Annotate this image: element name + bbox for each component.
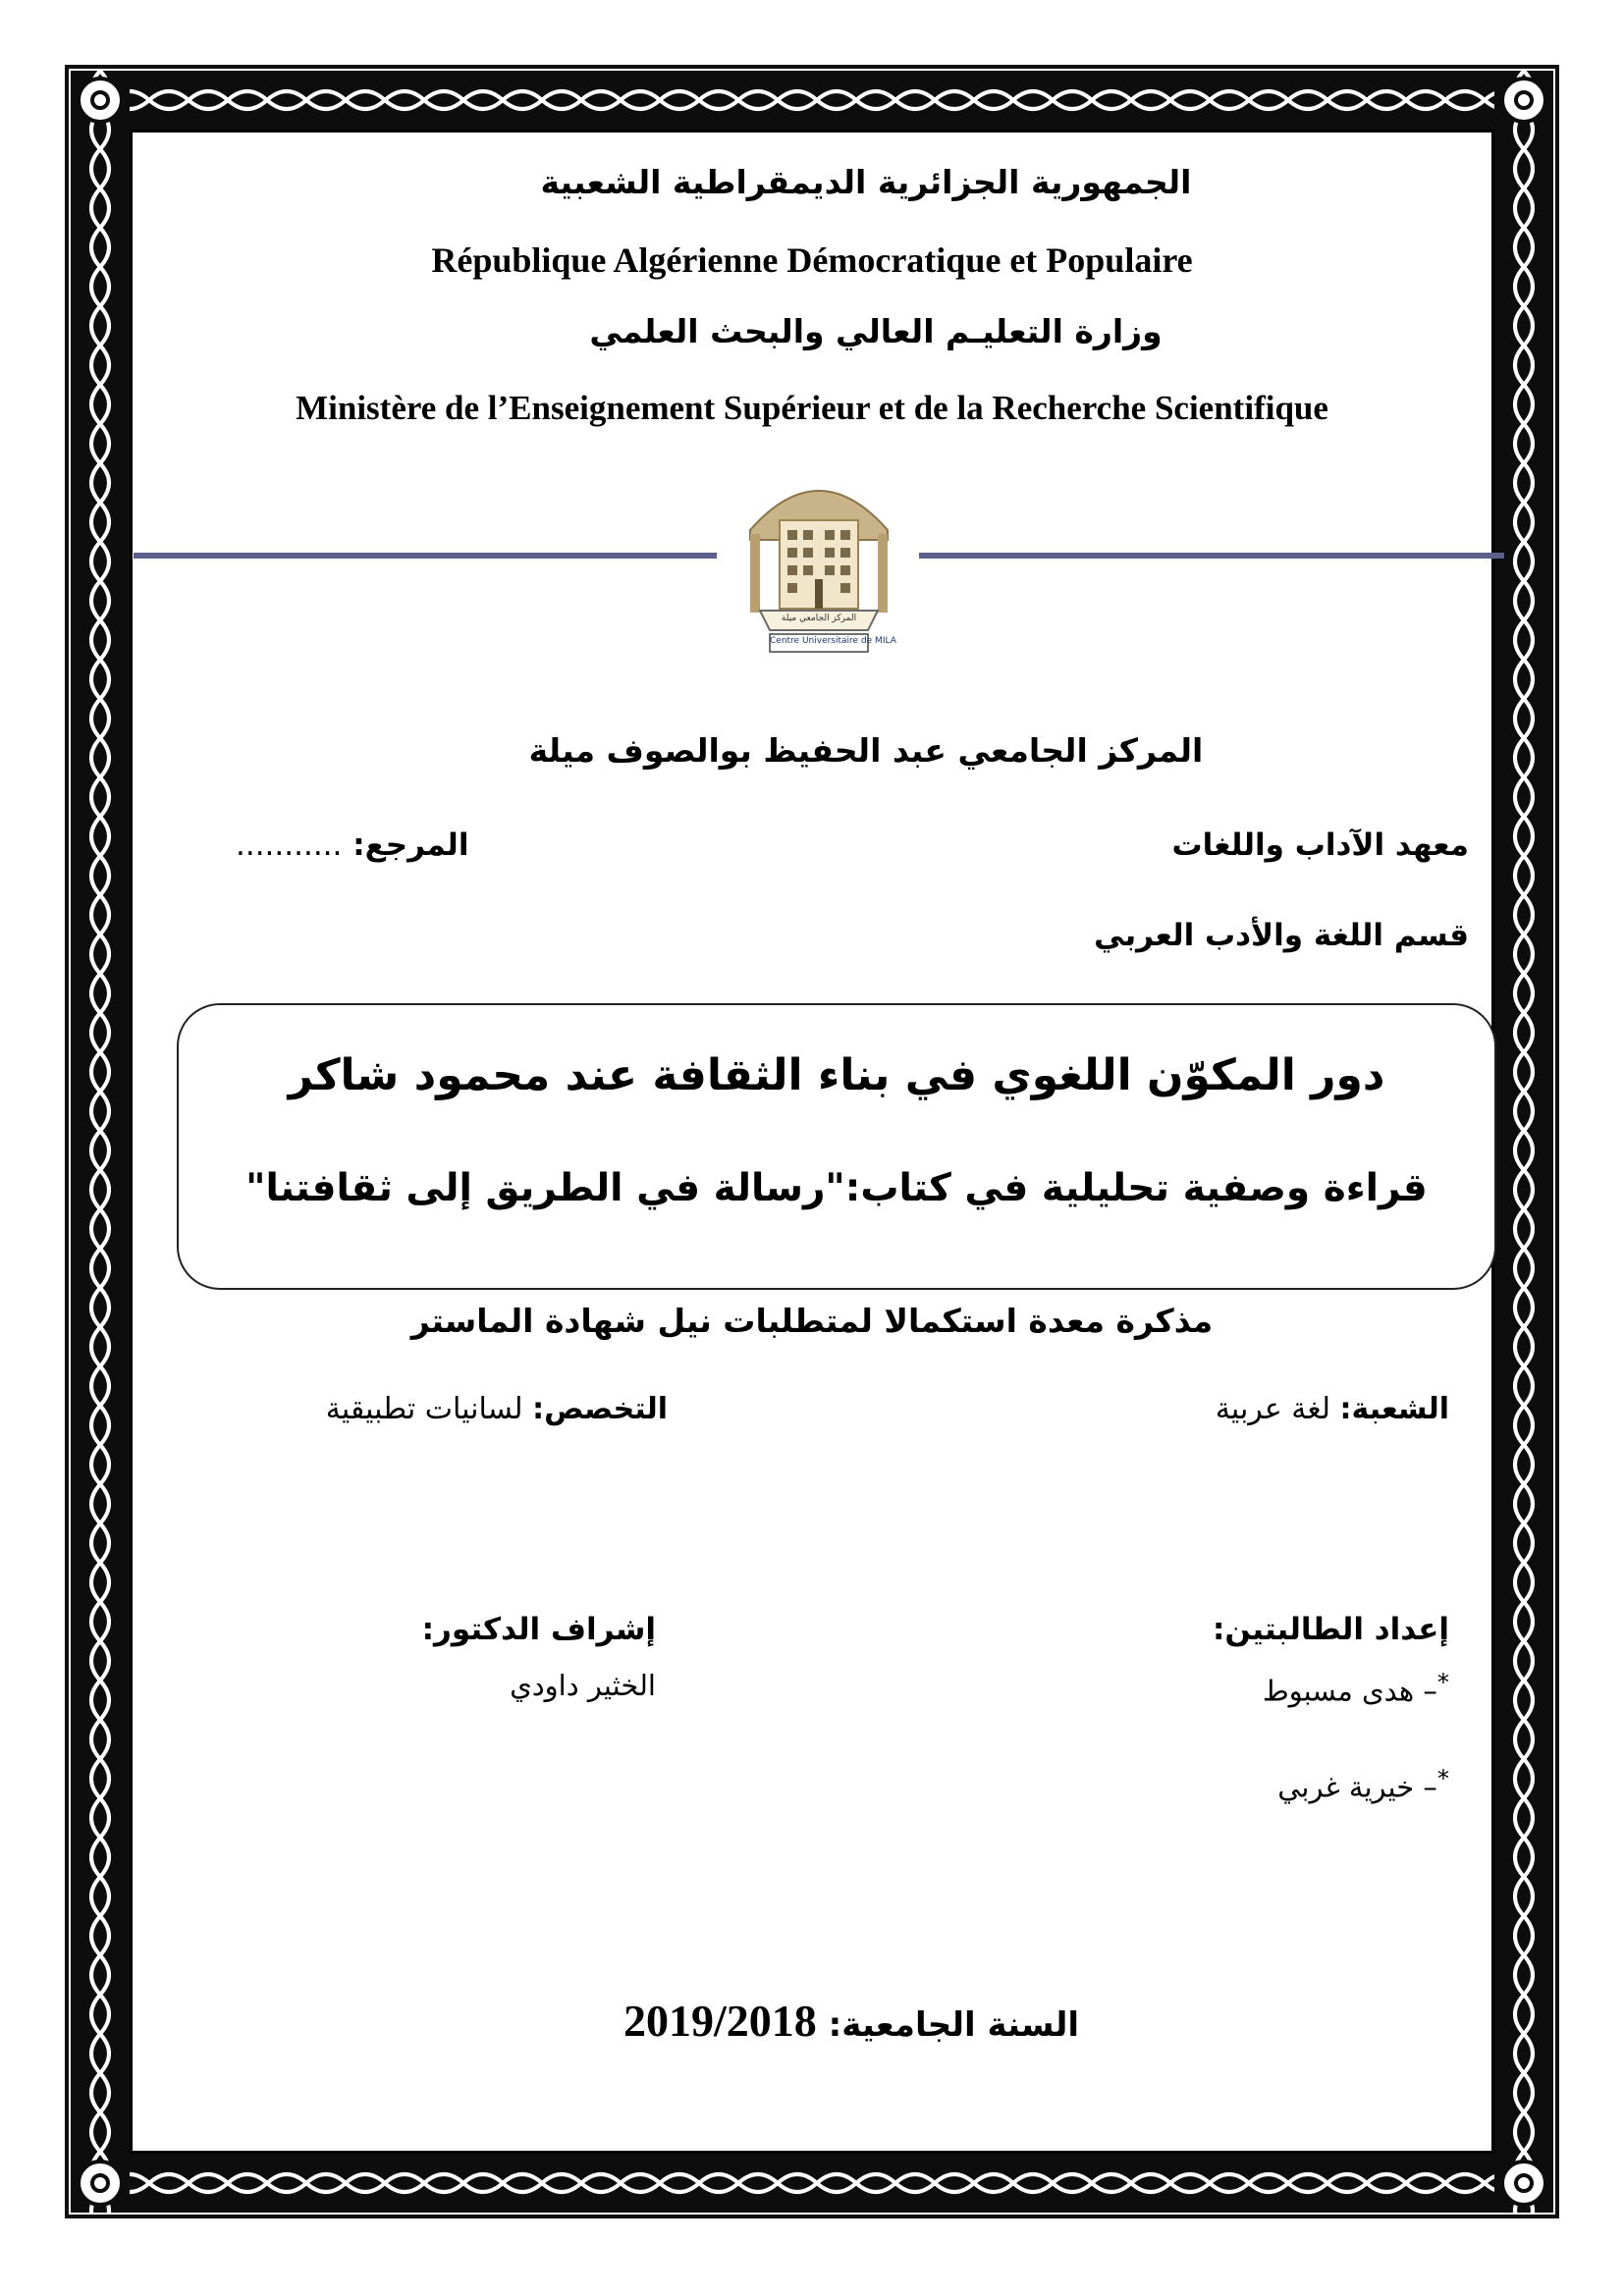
department-row — [196, 918, 1469, 967]
department-name: قسم اللغة والأدب العربي — [1094, 918, 1469, 953]
branch-field — [1216, 1392, 1449, 1426]
reference-field — [236, 828, 468, 863]
student-2-name: – خيرية غربي — [1277, 1770, 1437, 1804]
branch-label: الشعبة: — [1339, 1392, 1449, 1426]
corner-ornament-icon — [1500, 77, 1547, 124]
logo-caption: Centre Universitaire de MILA — [770, 636, 896, 646]
frame-border-right — [1494, 71, 1553, 2213]
academic-year-label: السنة الجامعية: — [828, 2005, 1079, 2045]
corner-ornament-icon — [1500, 2160, 1547, 2207]
republic-arabic: الجمهورية الجزائرية الديمقراطية الشعبية — [540, 163, 1192, 201]
specialty-value: لسانيات تطبيقية — [325, 1392, 523, 1426]
university-center-name: المركز الجامعي عبد الحفيظ بوالصوف ميلة — [528, 731, 1204, 770]
supervisor-label: إشراف الدكتور: — [421, 1612, 656, 1647]
reference-value: ........... — [236, 828, 343, 863]
academic-year — [137, 1995, 1487, 2047]
specialty-field — [326, 1392, 668, 1426]
student-2 — [1277, 1765, 1449, 1804]
frame-border-left — [71, 71, 130, 2213]
institute-row — [196, 828, 1469, 877]
reference-label: المرجع: — [352, 828, 469, 863]
divider-right — [919, 553, 1504, 559]
frame-border-top — [71, 71, 1553, 130]
logo-arabic-text: المركز الجامعي ميلة — [781, 614, 857, 623]
branch-value: لغة عربية — [1215, 1392, 1330, 1426]
frame-border-bottom — [71, 2154, 1553, 2213]
student-1 — [1263, 1669, 1449, 1708]
student-2-row — [196, 1765, 1469, 1814]
thesis-memo: مذكرة معدة استكمالا لمتطلبات نيل شهادة الماستر — [410, 1302, 1214, 1340]
student-1-row — [196, 1669, 1469, 1718]
supervisor-name: الخثير داودي — [510, 1669, 656, 1702]
divider-left — [134, 553, 717, 559]
university-logo — [731, 461, 907, 658]
thesis-title-box — [177, 1003, 1496, 1290]
preparation-row — [196, 1612, 1469, 1661]
specialty-label: التخصص: — [532, 1392, 668, 1426]
ministry-french: Ministère de l’Enseignement Supérieur et de la Recherche Scientifique — [296, 389, 1328, 427]
ministry-arabic: وزارة التعليـم العالي والبحث العلمي — [589, 312, 1163, 350]
thesis-subtitle: قراءة وصفية تحليلية في كتاب:"رسالة في الطريق إلى ثقافتنا" — [245, 1166, 1428, 1210]
institute-name: معهد الآداب واللغات — [1171, 828, 1469, 863]
student-1-name: – هدى مسبوط — [1262, 1674, 1437, 1708]
academic-year-value: 2019/2018 — [623, 1996, 817, 2046]
republic-french: République Algérienne Démocratique et Populaire — [431, 240, 1193, 280]
student-marker: * — [1436, 1669, 1449, 1696]
corner-ornament-icon — [77, 2160, 124, 2207]
student-marker: * — [1436, 1765, 1449, 1792]
thesis-title: دور المكوّن اللغوي في بناء الثقافة عند محمود شاكر — [288, 1050, 1385, 1100]
corner-ornament-icon — [77, 77, 124, 124]
branch-specialty-row — [196, 1392, 1469, 1441]
students-label: إعداد الطالبتين: — [1212, 1612, 1449, 1647]
